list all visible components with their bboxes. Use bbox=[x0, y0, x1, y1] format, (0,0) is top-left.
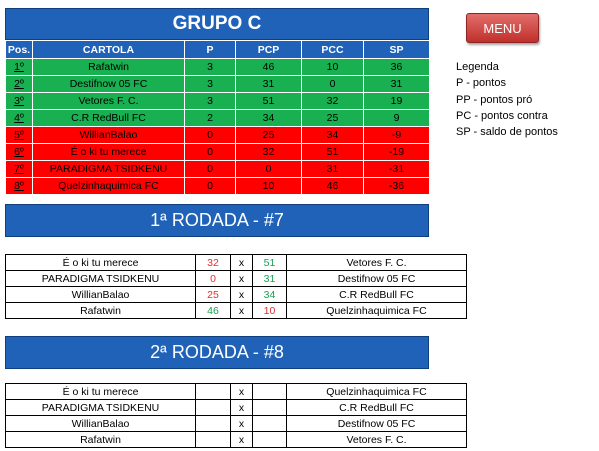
match-home-score: 0 bbox=[196, 271, 231, 287]
match-row bbox=[6, 432, 467, 448]
cell-team: C.R RedBull FC bbox=[33, 110, 185, 127]
match-home-team: WillianBalao bbox=[6, 416, 196, 432]
round-1-matches bbox=[5, 254, 467, 319]
match-row bbox=[6, 384, 467, 400]
match-row bbox=[6, 255, 467, 271]
match-separator: x bbox=[231, 432, 253, 448]
cell-sp: -9 bbox=[364, 127, 430, 144]
cell-sp: -31 bbox=[364, 161, 430, 178]
cell-points: 3 bbox=[185, 76, 236, 93]
cell-pos[interactable]: 2º bbox=[6, 76, 33, 93]
cell-team: É o ki tu merece bbox=[33, 144, 185, 161]
cell-team: WillianBalao bbox=[33, 127, 185, 144]
match-home-team: PARADIGMA TSIDKENU bbox=[6, 271, 196, 287]
match-away-team: Vetores F. C. bbox=[287, 255, 467, 271]
standings-table bbox=[5, 40, 430, 195]
table-row bbox=[6, 144, 430, 161]
cell-pos[interactable]: 8º bbox=[6, 178, 33, 195]
group-title: GRUPO C bbox=[5, 8, 429, 40]
cell-team: PARADIGMA TSIDKENU bbox=[33, 161, 185, 178]
match-row bbox=[6, 416, 467, 432]
header-points: P bbox=[185, 41, 236, 59]
match-separator: x bbox=[231, 400, 253, 416]
cell-pos[interactable]: 4º bbox=[6, 110, 33, 127]
legend-title: Legenda bbox=[456, 61, 499, 73]
match-home-score: 32 bbox=[196, 255, 231, 271]
match-away-team: Quelzinhaquimica FC bbox=[287, 303, 467, 319]
cell-pcp: 25 bbox=[236, 127, 302, 144]
match-home-score: 46 bbox=[196, 303, 231, 319]
cell-pcc: 46 bbox=[302, 178, 364, 195]
match-away-team: Quelzinhaquimica FC bbox=[287, 384, 467, 400]
cell-sp: 31 bbox=[364, 76, 430, 93]
cell-pcc: 25 bbox=[302, 110, 364, 127]
cell-points: 2 bbox=[185, 110, 236, 127]
cell-sp: -36 bbox=[364, 178, 430, 195]
cell-pcp: 34 bbox=[236, 110, 302, 127]
match-separator: x bbox=[231, 384, 253, 400]
cell-pcp: 10 bbox=[236, 178, 302, 195]
cell-pcc: 31 bbox=[302, 161, 364, 178]
match-row bbox=[6, 271, 467, 287]
match-home-score bbox=[196, 416, 231, 432]
match-home-team: É o ki tu merece bbox=[6, 255, 196, 271]
match-away-score bbox=[253, 400, 287, 416]
cell-pcp: 46 bbox=[236, 59, 302, 76]
cell-team: Vetores F. C. bbox=[33, 93, 185, 110]
cell-pcc: 0 bbox=[302, 76, 364, 93]
match-away-score bbox=[253, 432, 287, 448]
match-away-score: 10 bbox=[253, 303, 287, 319]
table-row bbox=[6, 161, 430, 178]
match-home-score: 25 bbox=[196, 287, 231, 303]
cell-pcp: 32 bbox=[236, 144, 302, 161]
legend-item: PC - pontos contra bbox=[456, 109, 548, 122]
legend-item: PP - pontos pró bbox=[456, 93, 533, 106]
cell-pcc: 34 bbox=[302, 127, 364, 144]
match-home-team: É o ki tu merece bbox=[6, 384, 196, 400]
match-away-team: C.R RedBull FC bbox=[287, 287, 467, 303]
match-separator: x bbox=[231, 287, 253, 303]
cell-team: Quelzinhaquimica FC bbox=[33, 178, 185, 195]
cell-pcp: 31 bbox=[236, 76, 302, 93]
cell-team: Destifnow 05 FC bbox=[33, 76, 185, 93]
cell-pos[interactable]: 6º bbox=[6, 144, 33, 161]
cell-pcc: 51 bbox=[302, 144, 364, 161]
cell-sp: -19 bbox=[364, 144, 430, 161]
cell-pos[interactable]: 1º bbox=[6, 59, 33, 76]
match-home-score bbox=[196, 384, 231, 400]
cell-pos[interactable]: 3º bbox=[6, 93, 33, 110]
cell-pcc: 10 bbox=[302, 59, 364, 76]
cell-points: 3 bbox=[185, 59, 236, 76]
header-sp: SP bbox=[364, 41, 430, 59]
legend-item: P - pontos bbox=[456, 77, 506, 90]
cell-points: 0 bbox=[185, 127, 236, 144]
match-away-score: 31 bbox=[253, 271, 287, 287]
cell-points: 0 bbox=[185, 161, 236, 178]
match-away-team: Destifnow 05 FC bbox=[287, 416, 467, 432]
match-separator: x bbox=[231, 255, 253, 271]
cell-team: Rafatwin bbox=[33, 59, 185, 76]
cell-pos[interactable]: 7º bbox=[6, 161, 33, 178]
round-2-banner: 2ª RODADA - #8 bbox=[5, 336, 429, 369]
legend bbox=[456, 59, 558, 140]
match-away-team: Vetores F. C. bbox=[287, 432, 467, 448]
match-away-score bbox=[253, 416, 287, 432]
match-home-team: PARADIGMA TSIDKENU bbox=[6, 400, 196, 416]
cell-pcp: 51 bbox=[236, 93, 302, 110]
match-row bbox=[6, 400, 467, 416]
standings-header-row bbox=[6, 41, 430, 59]
table-row bbox=[6, 76, 430, 93]
cell-sp: 19 bbox=[364, 93, 430, 110]
match-separator: x bbox=[231, 271, 253, 287]
match-separator: x bbox=[231, 416, 253, 432]
match-row bbox=[6, 303, 467, 319]
menu-button[interactable]: MENU bbox=[466, 13, 539, 43]
match-away-score: 34 bbox=[253, 287, 287, 303]
table-row bbox=[6, 59, 430, 76]
legend-item: SP - saldo de pontos bbox=[456, 126, 558, 139]
match-away-team: Destifnow 05 FC bbox=[287, 271, 467, 287]
match-away-score: 51 bbox=[253, 255, 287, 271]
cell-pcc: 32 bbox=[302, 93, 364, 110]
cell-pos[interactable]: 5º bbox=[6, 127, 33, 144]
table-row bbox=[6, 127, 430, 144]
cell-points: 3 bbox=[185, 93, 236, 110]
match-home-score bbox=[196, 400, 231, 416]
cell-points: 0 bbox=[185, 144, 236, 161]
table-row bbox=[6, 110, 430, 127]
match-separator: x bbox=[231, 303, 253, 319]
table-row bbox=[6, 93, 430, 110]
match-home-team: Rafatwin bbox=[6, 432, 196, 448]
header-pcp: PCP bbox=[236, 41, 302, 59]
header-team: CARTOLA bbox=[33, 41, 185, 59]
header-pos: Pos. bbox=[6, 41, 33, 59]
match-row bbox=[6, 287, 467, 303]
round-1-banner: 1ª RODADA - #7 bbox=[5, 204, 429, 237]
cell-sp: 9 bbox=[364, 110, 430, 127]
header-pcc: PCC bbox=[302, 41, 364, 59]
match-home-score bbox=[196, 432, 231, 448]
round-2-matches bbox=[5, 383, 467, 448]
match-home-team: Rafatwin bbox=[6, 303, 196, 319]
cell-sp: 36 bbox=[364, 59, 430, 76]
match-away-score bbox=[253, 384, 287, 400]
cell-pcp: 0 bbox=[236, 161, 302, 178]
cell-points: 0 bbox=[185, 178, 236, 195]
match-home-team: WillianBalao bbox=[6, 287, 196, 303]
table-row bbox=[6, 178, 430, 195]
match-away-team: C.R RedBull FC bbox=[287, 400, 467, 416]
